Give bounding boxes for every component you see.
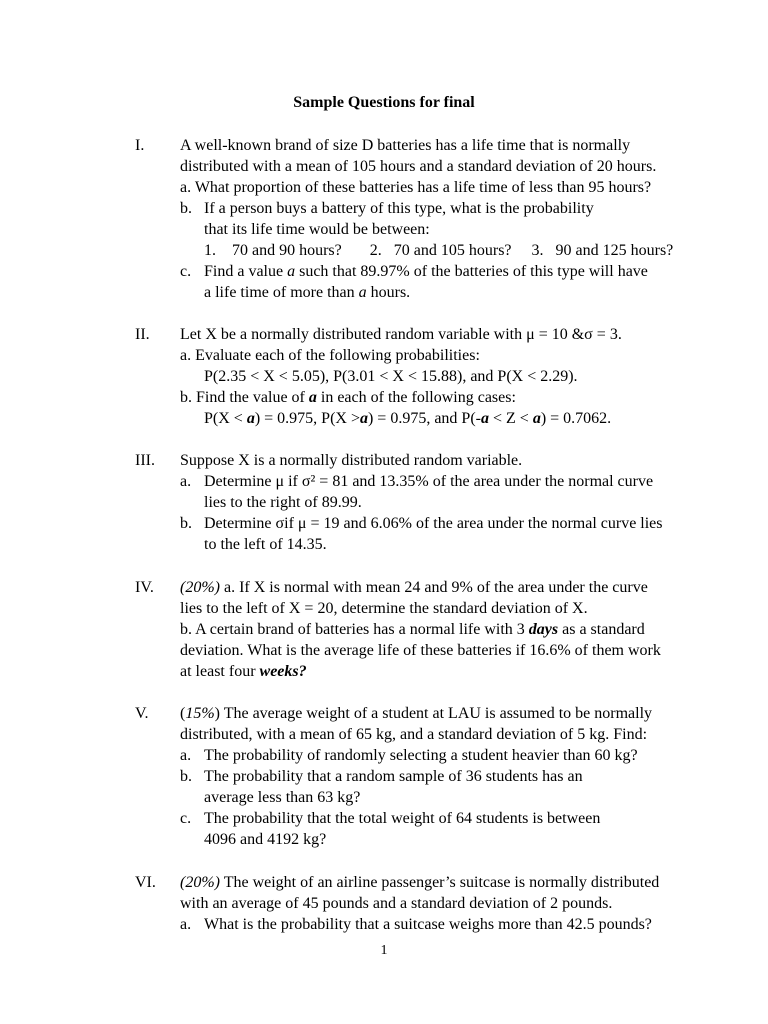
weight-percent: 15%: [185, 705, 215, 722]
question-number: I.: [135, 137, 145, 154]
question-text: [180, 873, 659, 893]
subquestion-text: to the left of 14.35.: [204, 536, 327, 553]
question-text: with an average of 45 pounds and a standard deviation of 2 pounds.: [180, 895, 613, 912]
subquestion-marker: c.: [180, 810, 192, 827]
question-text: distributed with a mean of 105 hours and a standard deviation of 20 hours.: [180, 158, 657, 175]
text-run: at least four: [180, 663, 260, 680]
text-run: ) = 0.975, and P(-: [367, 410, 481, 427]
question-text: deviation. What is the average life of these batteries if 16.6% of them work: [180, 642, 661, 659]
question-text: lies to the left of X = 20, determine the standard deviation of X.: [180, 600, 588, 617]
text-run: (: [180, 705, 186, 722]
text-run: a life time of more than: [204, 284, 359, 301]
subquestion-marker: a.: [180, 916, 192, 933]
text-run: ) = 0.7062.: [540, 410, 612, 427]
question-text: distributed, with a mean of 65 kg, and a standard deviation of 5 kg. Find:: [180, 726, 648, 743]
subquestion-text: that its life time would be between:: [204, 221, 430, 238]
variable: a: [480, 410, 489, 427]
subquestion-text: average less than 63 kg?: [204, 789, 361, 806]
variable: a: [358, 284, 367, 301]
subquestion-b: Determine σif μ = 19 and 6.06% of the area under the normal curve lies: [204, 515, 663, 532]
question-text: Let X be a normally distributed random variable with μ = 10 &σ = 3.: [180, 326, 622, 343]
text-run: a. If X is normal with mean 24 and 9% of the area under the curve: [219, 579, 648, 596]
subquestion-marker: b.: [180, 768, 192, 785]
subquestion-c: The probability that the total weight of 64 students is between: [204, 810, 601, 827]
question-number: VI.: [135, 874, 156, 891]
question-text: [180, 578, 648, 598]
question-text: [180, 662, 307, 682]
weight-percent: (20%): [180, 579, 220, 596]
question-text: Suppose X is a normally distributed random variable.: [180, 452, 523, 469]
question-number: V.: [135, 705, 149, 722]
question-text: [180, 704, 652, 724]
subquestion-a: a. What proportion of these batteries has a life time of less than 95 hours?: [180, 179, 652, 196]
text-run: Find a value: [204, 263, 288, 280]
text-run: in each of the following cases:: [316, 389, 516, 406]
subquestion-a: Determine μ if σ² = 81 and 13.35% of the area under the normal curve: [204, 473, 654, 490]
subquestion-text: P(2.35 < X < 5.05), P(3.01 < X < 15.88), and P(X < 2.29).: [204, 368, 578, 385]
subquestion-a: What is the probability that a suitcase weighs more than 42.5 pounds?: [204, 916, 652, 933]
question-text: A well-known brand of size D batteries has a life time that is normally: [180, 137, 631, 154]
subquestion-marker: b.: [180, 200, 192, 217]
subquestion-marker: a.: [180, 747, 192, 764]
text-run: < Z <: [488, 410, 533, 427]
subquestion-marker: a.: [180, 473, 192, 490]
subquestion-marker: c.: [180, 263, 192, 280]
question-number: IV.: [135, 579, 154, 596]
question-number: III.: [135, 452, 155, 469]
subquestion-b: If a person buys a battery of this type, what is the probability: [204, 200, 594, 217]
subquestion-text: [204, 409, 611, 429]
emphasis: days: [528, 621, 559, 638]
subquestion-b: [180, 388, 516, 408]
question-number: II.: [135, 326, 150, 343]
subquestion-c: [204, 262, 648, 282]
subquestion-b: [180, 620, 645, 640]
variable: a: [308, 389, 317, 406]
subquestion-b: The probability that a random sample of 36 students has an: [204, 768, 583, 785]
subquestion-marker: b.: [180, 515, 192, 532]
text-run: such that 89.97% of the batteries of this type will have: [295, 263, 648, 280]
text-run: as a standard: [558, 621, 645, 638]
subquestion-text: lies to the right of 89.99.: [204, 494, 362, 511]
variable: a: [532, 410, 541, 427]
text-run: b. A certain brand of batteries has a normal life with 3: [180, 621, 529, 638]
page-number: 1: [380, 943, 388, 958]
text-run: P(X <: [204, 410, 247, 427]
subquestion-options: 1. 70 and 90 hours? 2. 70 and 105 hours? 3. 90 and 125 hours?: [204, 242, 674, 259]
variable: a: [246, 410, 255, 427]
variable: a: [359, 410, 368, 427]
text-run: ) = 0.975, P(X >: [254, 410, 360, 427]
emphasis: weeks?: [259, 663, 307, 680]
text-run: b. Find the value of: [180, 389, 309, 406]
text-run: hours.: [366, 284, 411, 301]
text-run: The weight of an airline passenger’s suitcase is normally distributed: [219, 874, 660, 891]
weight-percent: (20%): [180, 874, 220, 891]
subquestion-text: [204, 283, 410, 303]
variable: a: [287, 263, 296, 280]
subquestion-a: a. Evaluate each of the following probabilities:: [180, 347, 480, 364]
text-run: ) The average weight of a student at LAU is assumed to be normally: [214, 705, 653, 722]
subquestion-a: The probability of randomly selecting a student heavier than 60 kg?: [204, 747, 638, 764]
subquestion-text: 4096 and 4192 kg?: [204, 831, 327, 848]
page-title: Sample Questions for final: [293, 94, 475, 111]
